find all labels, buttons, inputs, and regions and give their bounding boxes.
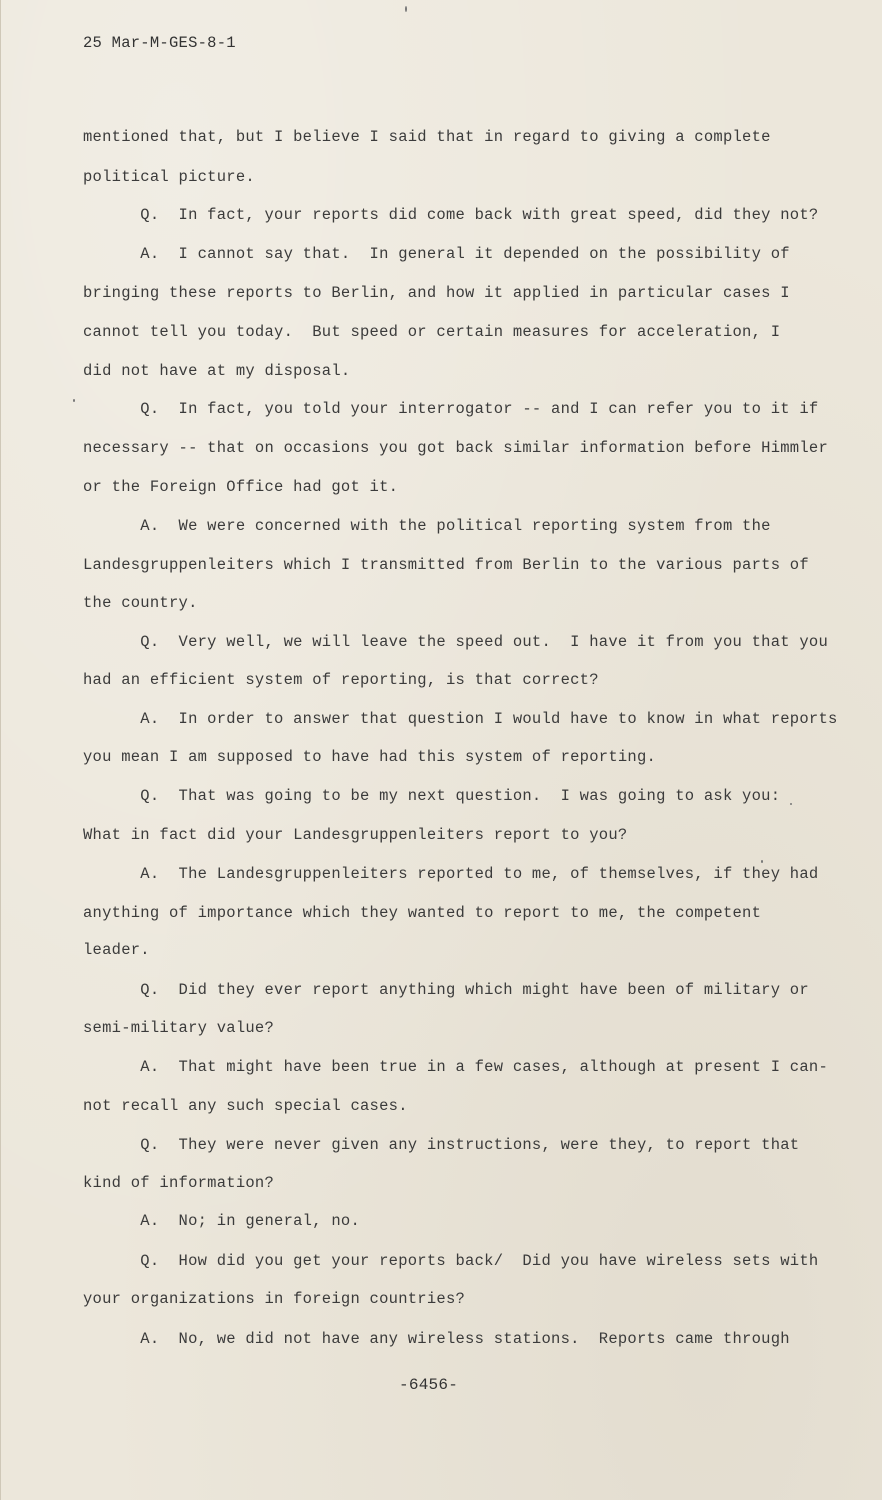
- text-line: cannot tell you today. But speed or certain measures for acceleration, I: [83, 323, 781, 341]
- text-line: kind of information?: [83, 1174, 275, 1192]
- text-line: A. In order to answer that question I would have to know in what reports: [83, 710, 838, 728]
- text-line: Q. In fact, you told your interrogator -- and I can refer you to it if: [83, 400, 819, 418]
- text-line: bringing these reports to Berlin, and how it applied in particular cases I: [83, 284, 790, 302]
- text-line: Q. Did they ever report anything which might have been of military or: [83, 981, 809, 999]
- text-line: A. That might have been true in a few cases, although at present I can-: [83, 1058, 829, 1076]
- text-line: Q. Very well, we will leave the speed out. I have it from you that you: [83, 633, 829, 651]
- text-line: anything of importance which they wanted to report to me, the competent: [83, 904, 762, 922]
- text-line: Q. How did you get your reports back/ Did you have wireless sets with: [83, 1252, 819, 1270]
- text-line: necessary -- that on occasions you got back similar information before Himmler: [83, 439, 829, 457]
- paper-mark: [790, 803, 792, 805]
- page-number: -6456-: [399, 1376, 459, 1394]
- text-line: the country.: [83, 594, 198, 612]
- text-line: A. No, we did not have any wireless stations. Reports came through: [83, 1330, 790, 1348]
- paper-mark: [405, 6, 407, 12]
- text-line: Landesgruppenleiters which I transmitted from Berlin to the various parts of: [83, 556, 809, 574]
- text-line: your organizations in foreign countries?: [83, 1290, 466, 1308]
- text-line: A. We were concerned with the political reporting system from the: [83, 517, 771, 535]
- document-header: 25 Mar-M-GES-8-1: [83, 34, 236, 52]
- text-line: did not have at my disposal.: [83, 362, 351, 380]
- text-line: A. I cannot say that. In general it depended on the possibility of: [83, 245, 790, 263]
- text-line: had an efficient system of reporting, is that correct?: [83, 671, 599, 689]
- text-line: A. The Landesgruppenleiters reported to me, of themselves, if they had: [83, 865, 819, 883]
- text-line: A. No; in general, no.: [83, 1212, 360, 1230]
- text-line: Q. That was going to be my next question. I was going to ask you:: [83, 787, 781, 805]
- text-line: you mean I am supposed to have had this system of reporting.: [83, 748, 657, 766]
- text-line: mentioned that, but I believe I said that in regard to giving a complete: [83, 128, 771, 146]
- text-line: political picture.: [83, 168, 255, 186]
- text-line: What in fact did your Landesgruppenleiters report to you?: [83, 826, 628, 844]
- text-line: or the Foreign Office had got it.: [83, 478, 399, 496]
- text-line: semi-military value?: [83, 1019, 275, 1037]
- text-line: not recall any such special cases.: [83, 1097, 408, 1115]
- paper-mark: [73, 399, 75, 402]
- paper-mark: [761, 860, 763, 863]
- text-line: Q. In fact, your reports did come back with great speed, did they not?: [83, 206, 819, 224]
- text-line: Q. They were never given any instructions, were they, to report that: [83, 1136, 800, 1154]
- text-line: leader.: [83, 941, 150, 959]
